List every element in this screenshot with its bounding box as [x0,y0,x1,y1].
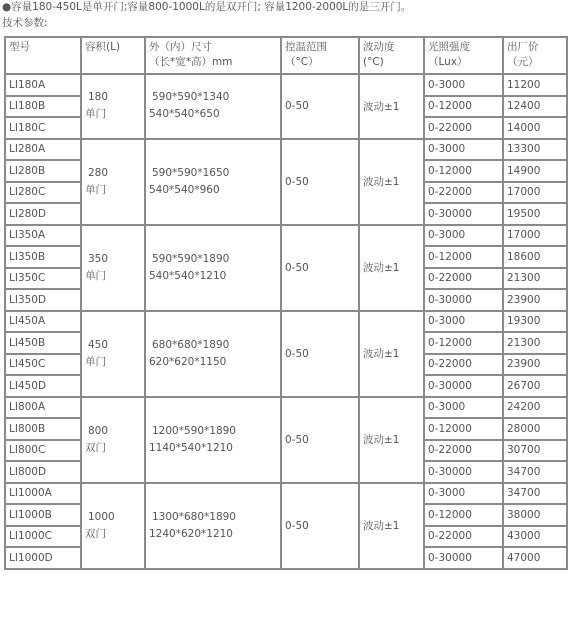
header-fluct: 波动度 (°C) [359,37,424,74]
model-cell: LI180B [5,96,81,118]
table-row [5,311,567,333]
volume-cell: 350 单门 [81,225,145,311]
light-cell: 0-30000 [424,289,503,311]
header-model: 型号 [5,37,81,74]
price-cell: 24200 [503,397,567,419]
light-cell: 0-30000 [424,375,503,397]
price-cell: 21300 [503,268,567,290]
light-cell: 0-3000 [424,483,503,505]
volume-cell: 180 单门 [81,74,145,139]
model-cell: LI180A [5,74,81,96]
model-cell: LI1000B [5,504,81,526]
price-cell: 38000 [503,504,567,526]
price-cell: 17000 [503,225,567,247]
model-cell: LI800A [5,397,81,419]
model-cell: LI1000D [5,547,81,569]
price-cell: 30700 [503,440,567,462]
fluct-cell: 波动±1 [359,311,424,397]
light-cell: 0-30000 [424,203,503,225]
light-cell: 0-22000 [424,268,503,290]
table-header-row [5,37,567,74]
model-cell: LI450A [5,311,81,333]
header-temp: 控温范围 （°C） [281,37,359,74]
dims-cell: 680*680*1890 620*620*1150 [145,311,281,397]
light-cell: 0-12000 [424,332,503,354]
volume-cell: 450 单门 [81,311,145,397]
model-cell: LI350C [5,268,81,290]
price-cell: 14900 [503,160,567,182]
dims-cell: 590*590*1650 540*540*960 [145,139,281,225]
price-cell: 43000 [503,526,567,548]
intro-text: ●容量180-450L是单开门;容量800-1000L的是双开门; 容量1200-2000L的是三开门。 [2,1,412,13]
light-cell: 0-22000 [424,526,503,548]
model-cell: LI350D [5,289,81,311]
light-cell: 0-30000 [424,461,503,483]
temp-cell: 0-50 [281,74,359,139]
light-cell: 0-12000 [424,160,503,182]
dims-cell: 590*590*1890 540*540*1210 [145,225,281,311]
fluct-cell: 波动±1 [359,397,424,483]
header-price: 出厂价 （元） [503,37,567,74]
volume-cell: 1000 双门 [81,483,145,569]
light-cell: 0-12000 [424,504,503,526]
temp-cell: 0-50 [281,225,359,311]
volume-cell: 800 双门 [81,397,145,483]
model-cell: LI450D [5,375,81,397]
price-cell: 23900 [503,289,567,311]
price-cell: 11200 [503,74,567,96]
light-cell: 0-22000 [424,440,503,462]
table-row [5,225,567,247]
table-row [5,397,567,419]
header-volume: 容积(L) [81,37,145,74]
header-light: 光照强度 （Lux） [424,37,503,74]
fluct-cell: 波动±1 [359,483,424,569]
model-cell: LI280B [5,160,81,182]
temp-cell: 0-50 [281,483,359,569]
price-cell: 17000 [503,182,567,204]
light-cell: 0-3000 [424,139,503,161]
light-cell: 0-3000 [424,397,503,419]
price-cell: 26700 [503,375,567,397]
price-cell: 13300 [503,139,567,161]
header-dims: 外（内）尺寸 （长*宽*高）mm [145,37,281,74]
volume-cell: 280 单门 [81,139,145,225]
dims-cell: 590*590*1340 540*540*650 [145,74,281,139]
price-cell: 47000 [503,547,567,569]
model-cell: LI1000A [5,483,81,505]
model-cell: LI800D [5,461,81,483]
price-cell: 12400 [503,96,567,118]
price-cell: 34700 [503,483,567,505]
light-cell: 0-22000 [424,182,503,204]
price-cell: 21300 [503,332,567,354]
price-cell: 19500 [503,203,567,225]
price-cell: 23900 [503,354,567,376]
price-cell: 34700 [503,461,567,483]
light-cell: 0-30000 [424,547,503,569]
light-cell: 0-12000 [424,246,503,268]
model-cell: LI1000C [5,526,81,548]
model-cell: LI350B [5,246,81,268]
light-cell: 0-3000 [424,74,503,96]
light-cell: 0-12000 [424,418,503,440]
dims-cell: 1300*680*1890 1240*620*1210 [145,483,281,569]
table-row [5,139,567,161]
model-cell: LI180C [5,117,81,139]
fluct-cell: 波动±1 [359,139,424,225]
model-cell: LI450C [5,354,81,376]
price-cell: 18600 [503,246,567,268]
temp-cell: 0-50 [281,397,359,483]
model-cell: LI280D [5,203,81,225]
table-row [5,74,567,96]
params-label: 技术参数: [2,17,48,29]
model-cell: LI280C [5,182,81,204]
light-cell: 0-22000 [424,117,503,139]
light-cell: 0-22000 [424,354,503,376]
model-cell: LI800B [5,418,81,440]
model-cell: LI350A [5,225,81,247]
light-cell: 0-3000 [424,311,503,333]
price-cell: 28000 [503,418,567,440]
light-cell: 0-12000 [424,96,503,118]
model-cell: LI280A [5,139,81,161]
model-cell: LI450B [5,332,81,354]
fluct-cell: 波动±1 [359,74,424,139]
spec-table [4,36,568,570]
temp-cell: 0-50 [281,139,359,225]
temp-cell: 0-50 [281,311,359,397]
model-cell: LI800C [5,440,81,462]
table-row [5,483,567,505]
light-cell: 0-3000 [424,225,503,247]
dims-cell: 1200*590*1890 1140*540*1210 [145,397,281,483]
fluct-cell: 波动±1 [359,225,424,311]
price-cell: 19300 [503,311,567,333]
price-cell: 14000 [503,117,567,139]
